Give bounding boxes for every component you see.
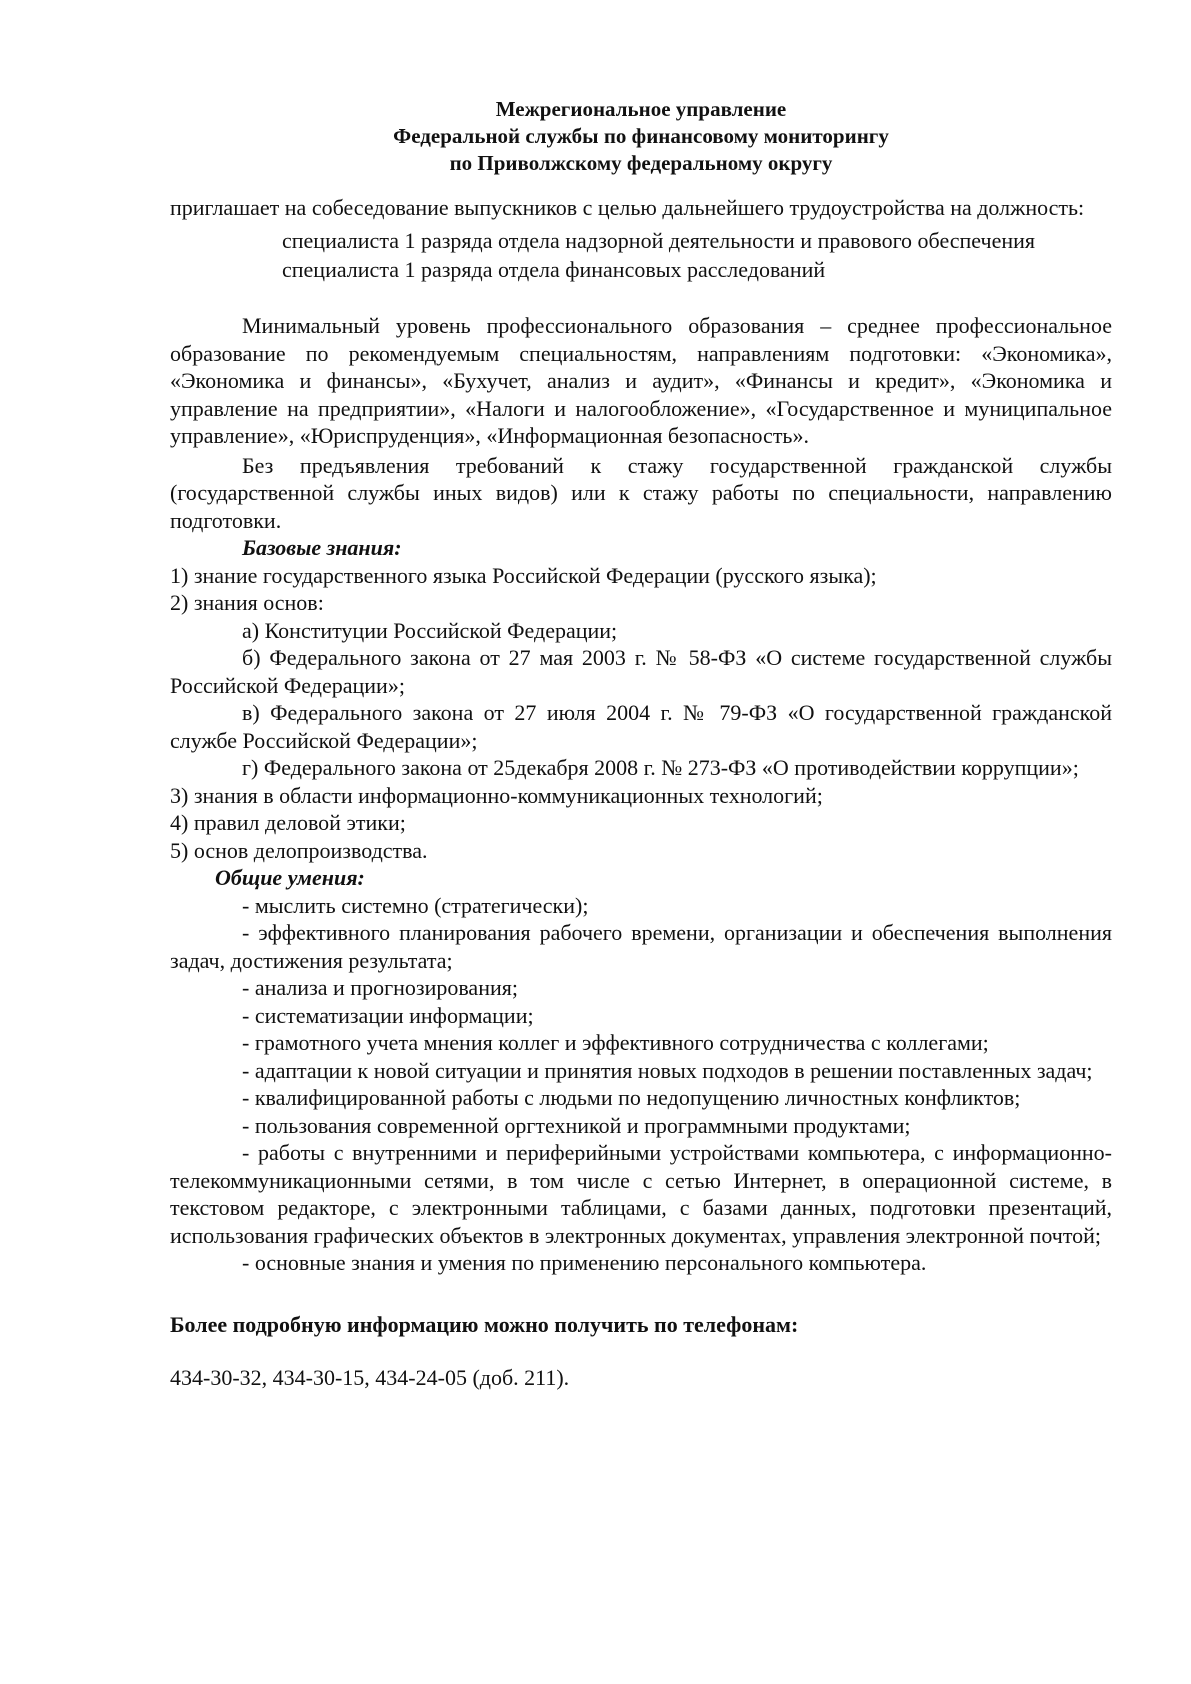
positions-list [170,226,1112,284]
header-line-3: по Приволжскому федеральному округу [449,151,833,175]
skill-item: - пользования современной оргтехникой и программными продуктами; [242,1112,911,1138]
skills-title: Общие умения: [215,865,365,890]
header-line-1: Межрегиональное управление [495,97,787,121]
base-knowledge-item-5: 5) основ делопроизводства. [170,837,428,863]
base-knowledge-item-2: 2) знания основ: [170,590,324,615]
base-knowledge-item-3: 3) знания в области информационно-коммуникационных технологий; [170,782,823,808]
skill-item: - систематизации информации; [242,1002,534,1028]
base-knowledge-sub-g: г) Федерального закона от 25декабря 2008 г. № 273-ФЗ «О противодействии коррупции»; [242,755,1079,780]
base-knowledge-title: Базовые знания: [242,535,402,560]
base-knowledge-sub-v: в) Федерального закона от 27 июля 2004 г. № 79-ФЗ «О государственной гражданской службе Российской Федерации»; [170,700,1112,753]
skill-item: - работы с внутренними и периферийными устройствами компьютера, с информационно-телекоммуникационными сетями, в том числе с сетью Интернет, в операционной системе, в текстовом редакторе, с электронными таблицами, с базами данных, подготовки презентаций, использования графических объектов в электронных документах, управления электронной почтой; [170,1140,1112,1248]
contact-title: Более подробную информацию можно получить по телефонам: [170,1311,799,1337]
intro-paragraph: приглашает на собеседование выпускников с целью дальнейшего трудоустройства на должность: [170,195,1085,220]
base-knowledge-sub-b: б) Федерального закона от 27 мая 2003 г. № 58-ФЗ «О системе государственной службы Российской Федерации»; [170,645,1112,698]
document-header [170,96,1112,177]
skill-item: - анализа и прогнозирования; [242,975,518,1000]
experience-paragraph: Без предъявления требований к стажу государственной гражданской службы (государственной службы иных видов) или к стажу работы по специальности, направлению подготовки. [170,452,1112,533]
position-item: специалиста 1 разряда отдела финансовых расследований [282,257,826,282]
base-knowledge-item-1: 1) знание государственного языка Российской Федерации (русского языка); [170,562,877,588]
header-line-2: Федеральной службы по финансовому мониторингу [393,124,889,148]
skill-item: - мыслить системно (стратегически); [242,892,589,918]
base-knowledge-item-4: 4) правил деловой этики; [170,810,406,835]
skill-item: - квалифицированной работы с людьми по недопущению личностных конфликтов; [242,1085,1021,1110]
skill-item: - эффективного планирования рабочего времени, организации и обеспечения выполнения задач, достижения результата; [170,920,1112,973]
skill-item: - грамотного учета мнения коллег и эффективного сотрудничества с коллегами; [242,1030,989,1055]
contact-phones: 434-30-32, 434-30-15, 434-24-05 (доб. 211). [170,1365,570,1390]
base-knowledge-sub-a: а) Конституции Российской Федерации; [242,617,618,643]
skill-item: - основные знания и умения по применению персонального компьютера. [242,1250,927,1275]
education-paragraph: Минимальный уровень профессионального образования – среднее профессиональное образование по рекомендуемым специальностям, направлениям подготовки: «Экономика», «Экономика и финансы», «Бухучет, анализ и аудит», «Финансы и кредит», «Экономика и управление на предприятии», «Налоги и налогообложение», «Государственное и муниципальное управление», «Юриспруденция», «Информационная безопасность». [170,313,1112,448]
position-item: специалиста 1 разряда отдела надзорной деятельности и правового обеспечения [282,228,1036,253]
skill-item: - адаптации к новой ситуации и принятия новых подходов в решении поставленных задач; [242,1057,1093,1083]
document-page [170,96,1112,1392]
